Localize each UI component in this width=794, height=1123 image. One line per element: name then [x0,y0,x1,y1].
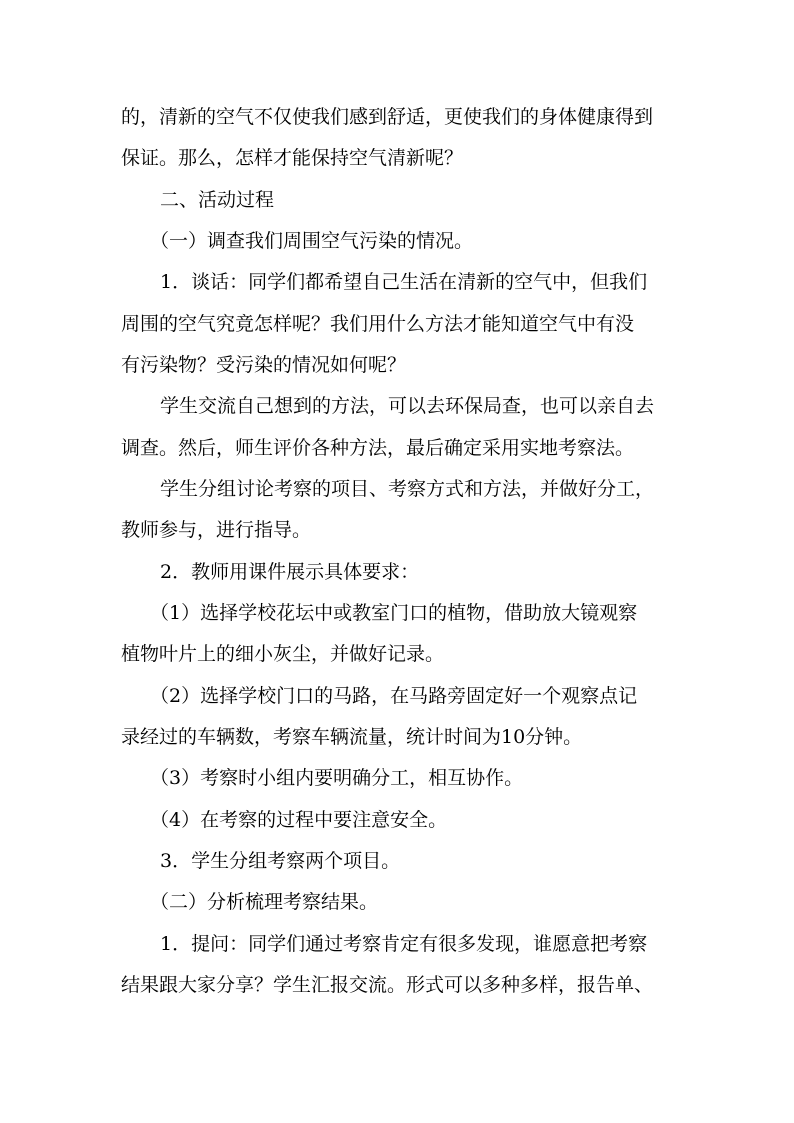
paragraph-line: 保证。那么，怎样才能保持空气清新呢？ [121,147,464,169]
section-heading: 二、活动过程 [160,189,275,211]
paragraph-line: 学生分组讨论考察的项目、考察方式和方法，并做好分工， [160,478,655,500]
paragraph-line: 教师参与，进行指导。 [121,519,312,541]
paragraph-line: 的，清新的空气不仅使我们感到舒适，更使我们的身体健康得到 [121,106,654,128]
paragraph-line: 调查。然后，师生评价各种方法，最后确定采用实地考察法。 [121,437,635,459]
paragraph-line: 结果跟大家分享？学生汇报交流。形式可以多种多样，报告单、 [121,974,654,996]
paragraph-line: 1．谈话：同学们都希望自己生活在清新的空气中，但我们 [160,271,648,293]
paragraph-line: 1．提问：同学们通过考察肯定有很多发现，谁愿意把考察 [160,933,648,955]
paragraph-line: 2．教师用课件展示具体要求： [160,561,420,583]
list-item-line: （2）选择学校门口的马路，在马路旁固定好一个观察点记 [150,685,638,707]
subsection-heading: （二）分析梳理考察结果。 [150,891,379,913]
paragraph-line: 有污染物？受污染的情况如何呢？ [121,354,407,376]
paragraph-line: 3．学生分组考察两个项目。 [160,850,401,872]
subsection-heading: （一）调查我们周围空气污染的情况。 [150,230,474,252]
list-item-line: 植物叶片上的细小灰尘，并做好记录。 [121,643,445,665]
list-item-line: （3）考察时小组内要明确分工，相互协作。 [150,767,524,789]
list-item-line: （4）在考察的过程中要注意安全。 [150,809,448,831]
paragraph-line: 学生交流自己想到的方法，可以去环保局查，也可以亲自去 [160,395,655,417]
paragraph-line: 周围的空气究竟怎样呢？我们用什么方法才能知道空气中有没 [121,313,635,335]
list-item-line: 录经过的车辆数，考察车辆流量，统计时间为10分钟。 [121,726,583,748]
list-item-line: （1）选择学校花坛中或教室门口的植物，借助放大镜观察 [150,602,638,624]
